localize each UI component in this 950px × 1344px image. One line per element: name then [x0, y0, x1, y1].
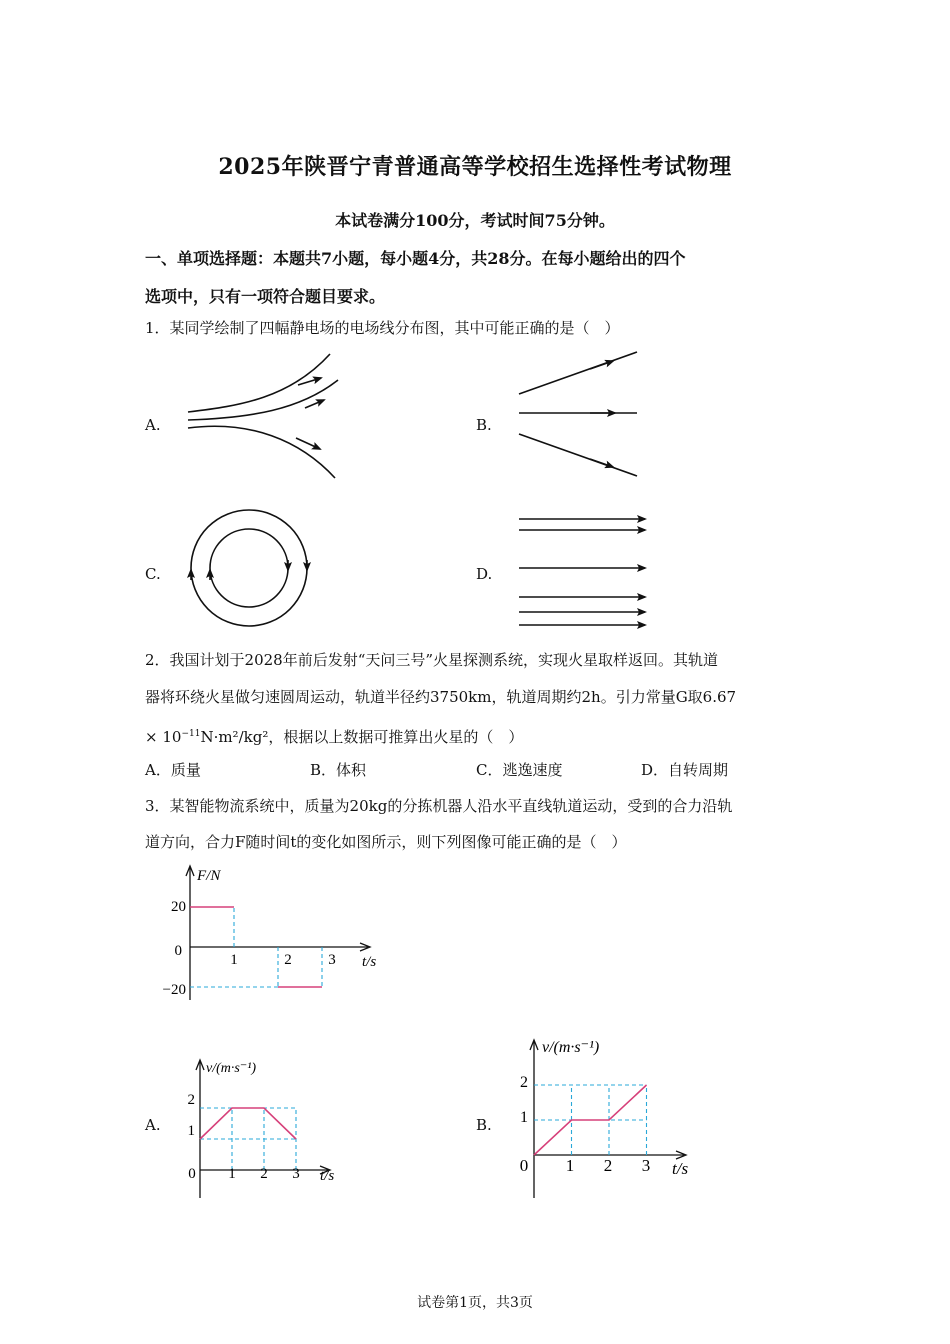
field-line [519, 352, 637, 394]
vb-y-tick: 2 [520, 1074, 528, 1091]
q2-sci-base: × 10 [145, 728, 182, 746]
q1-diagrams [0, 0, 950, 640]
arrow-icon [590, 459, 613, 467]
q2-sci-rest: N·m²/kg²，根据以上数据可推算出火星的（ ） [200, 728, 524, 746]
va-y-tick: 1 [187, 1123, 195, 1139]
force-x-tick: 2 [284, 952, 292, 968]
question-1-text: 1．某同学绘制了四幅静电场的电场线分布图，其中可能正确的是（ ） [145, 319, 620, 337]
question-3-line2: 道方向，合力F随时间t的变化如图所示，则下列图像可能正确的是（ ） [145, 833, 627, 851]
q1-diagram-d [519, 519, 645, 625]
vb-x-tick: 3 [641, 1156, 651, 1175]
field-line [191, 510, 307, 626]
va-x-tick: 2 [260, 1166, 268, 1182]
force-x-tick: 3 [328, 952, 336, 968]
arrow-icon [296, 438, 320, 449]
q3-option-a-graph [180, 1050, 350, 1202]
q1-diagram-b [519, 352, 637, 476]
exam-subtitle: 本试卷满分100分，考试时间75分钟。 [335, 211, 615, 230]
q2-option-c: C．逃逸速度 [476, 761, 563, 779]
arrow-icon [590, 361, 613, 369]
force-y-tick: 0 [174, 943, 182, 959]
field-line [188, 426, 335, 478]
force-x-label: t/s [362, 954, 377, 970]
va-y-tick: 2 [187, 1092, 195, 1108]
section-heading-line1: 一、单项选择题：本题共7小题，每小题4分，共28分。在每小题给出的四个 [145, 249, 686, 268]
exam-title: 2025年陕晋宁青普通高等学校招生选择性考试物理 [218, 154, 732, 180]
arrow-icon [305, 400, 324, 408]
va-y-label: v/(m·s⁻¹) [206, 1061, 257, 1076]
force-x-tick: 1 [230, 952, 238, 968]
field-line [210, 529, 288, 607]
vb-y-tick: 1 [520, 1109, 528, 1126]
field-line [188, 354, 330, 412]
q1-diagram-a [188, 354, 338, 478]
force-y-tick: 20 [171, 899, 186, 915]
page-footer: 试卷第1页，共3页 [417, 1295, 533, 1311]
q3-option-b-graph [512, 1030, 702, 1202]
q2-option-a: A．质量 [145, 761, 201, 779]
q2-sci-exponent: −11 [181, 729, 201, 739]
force-time-graph [150, 860, 390, 1010]
va-x-tick: 3 [292, 1166, 300, 1182]
q3-option-b-label: B. [476, 1116, 492, 1134]
q1-diagram-c [191, 510, 307, 626]
vb-y-label: v/(m·s⁻¹) [542, 1039, 600, 1056]
force-y-label: F/N [197, 868, 221, 884]
q1-option-d-label: D. [476, 565, 493, 583]
q2-option-d: D．自转周期 [641, 761, 729, 779]
question-3-line1: 3．某智能物流系统中，质量为20kg的分拣机器人沿水平直线轨道运动，受到的合力沿轨 [145, 797, 733, 815]
question-2-line1: 2．我国计划于2028年前后发射“天问三号”火星探测系统，实现火星取样返回。其轨道 [145, 651, 719, 669]
question-2-line2: 器将环绕火星做匀速圆周运动，轨道半径约3750km，轨道周期约2h。引力常量G取6.67 [145, 688, 737, 706]
va-x-tick: 1 [228, 1166, 236, 1182]
va-x-label: t/s [320, 1168, 335, 1184]
va-x-tick: 0 [188, 1166, 196, 1182]
q1-option-a-label: A. [145, 416, 161, 434]
q2-option-b: B．体积 [310, 761, 367, 779]
vb-x-label: t/s [672, 1159, 689, 1178]
q1-option-c-label: C. [145, 565, 161, 583]
va-velocity-line [200, 1108, 296, 1139]
force-y-tick: −20 [162, 982, 186, 998]
vb-x-tick: 0 [519, 1156, 529, 1175]
field-line [519, 434, 637, 476]
vb-x-tick: 2 [603, 1156, 613, 1175]
vb-x-tick: 1 [565, 1156, 575, 1175]
field-line [188, 380, 338, 420]
q1-option-b-label: B. [476, 416, 492, 434]
question-2-line3 [145, 716, 805, 755]
section-heading-line2: 选项中，只有一项符合题目要求。 [145, 287, 386, 306]
q3-option-a-label: A. [145, 1116, 161, 1134]
